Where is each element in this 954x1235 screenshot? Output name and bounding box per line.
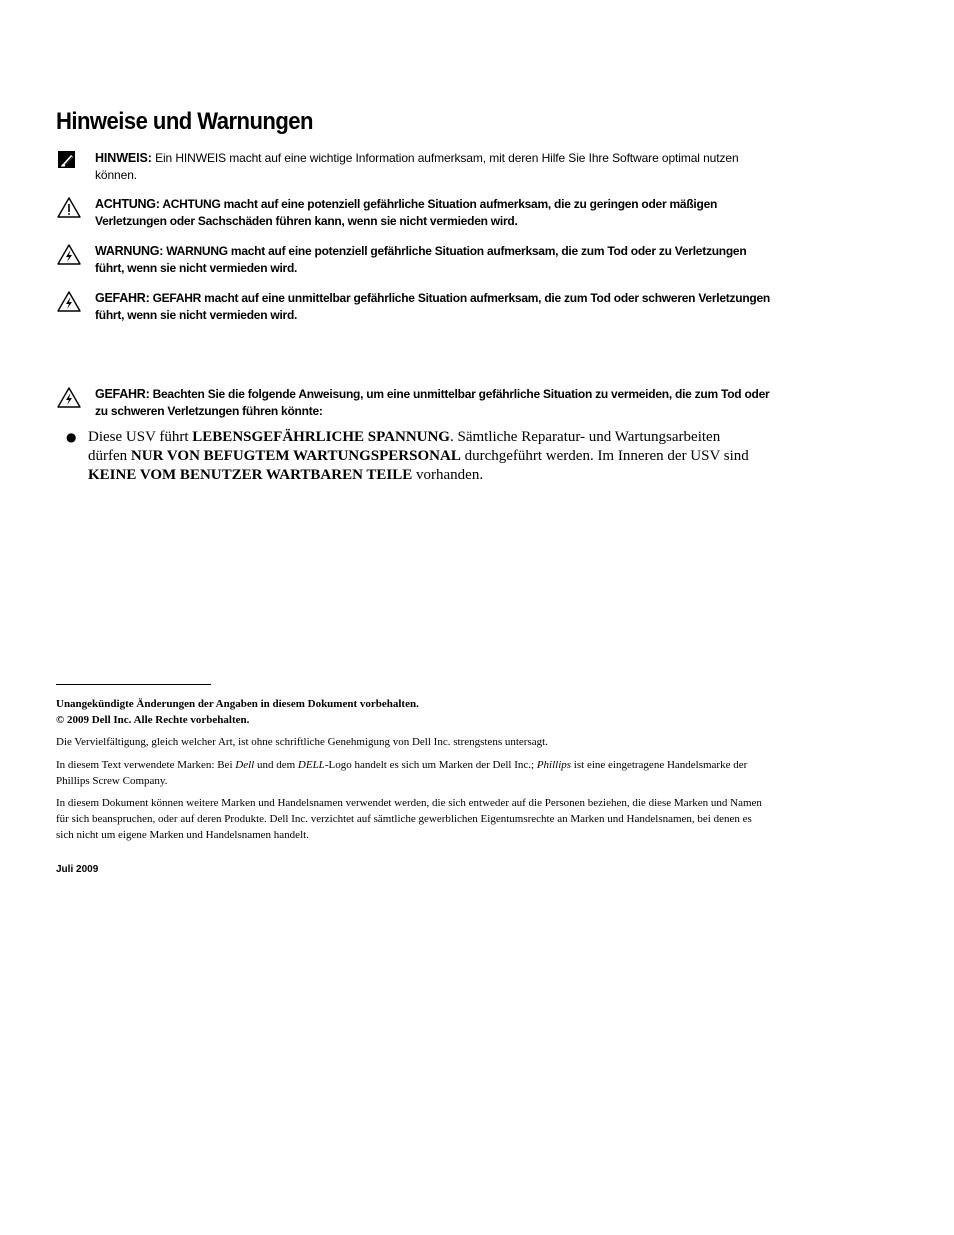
notice-label: GEFAHR: — [95, 387, 150, 401]
legal-changes: Unangekündigte Änderungen der Angaben in diesem Dokument vorbehalten. — [56, 698, 419, 710]
bullet-emphasis: LEBENSGEFÄHRLICHE SPANNUNG — [192, 429, 450, 445]
footnote-divider — [56, 684, 211, 685]
bullet-text-part: durchgeführt werden. Im Inneren der USV sind — [460, 448, 749, 464]
electrical-danger-icon — [56, 290, 82, 314]
legal-trademark: Phillips — [536, 759, 572, 771]
legal-text-part: -Logo handelt es sich um Marken der Dell Inc.; — [324, 759, 537, 771]
publication-date: Juli 2009 — [56, 864, 99, 875]
legal-trademarks — [56, 757, 766, 789]
legal-trademark: Dell — [235, 759, 255, 771]
bullet-dot-icon: ● — [66, 430, 77, 444]
notice-gefahr-instruction-text — [95, 386, 775, 420]
notice-body: ACHTUNG macht auf eine potenziell gefährliche Situation aufmerksam, die zu geringen oder mäßigen Verletzungen oder Sachschäden führen kann, wenn sie nicht vermieden wird. — [95, 197, 718, 228]
notice-hinweis-text — [95, 150, 775, 184]
bullet-text-part: Diese USV führt — [88, 429, 193, 445]
notice-gefahr-text — [95, 290, 775, 324]
legal-text-part: ist eine eingetragene Handelsmarke der Phillips Screw Company. — [56, 759, 748, 787]
bullet-emphasis: KEINE VOM BENUTZER WARTBAREN TEILE — [88, 467, 413, 483]
notice-body: GEFAHR macht auf eine unmittelbar gefährliche Situation aufmerksam, die zum Tod oder schweren Verletzungen führt, wenn sie nicht vermieden wird. — [95, 291, 771, 322]
legal-text-part: In diesem Text verwendete Marken: Bei — [56, 759, 236, 771]
legal-trademark: DELL — [297, 759, 325, 771]
notice-label: WARNUNG: — [95, 244, 164, 258]
notice-body: WARNUNG macht auf eine potenziell gefährliche Situation aufmerksam, die zum Tod oder zu Verletzungen führt, wenn sie nicht vermieden wird. — [95, 244, 747, 275]
legal-copyright: © 2009 Dell Inc. Alle Rechte vorbehalten. — [56, 714, 250, 726]
electrical-danger-icon — [56, 386, 82, 410]
legal-other-trademarks: In diesem Dokument können weitere Marken und Handelsnamen verwendet werden, die sich entweder auf die Personen beziehen, die diese Marken und Namen für sich beanspruchen, oder auf deren Produkte. Dell Inc. verzichtet auf sämtliche gewerblichen Eigentumsrechte an Marken und Handelsnamen, bei denen es sich nicht um eigene Marken und Handelsnamen handelt. — [56, 797, 762, 841]
notice-body: Beachten Sie die folgende Anweisung, um eine unmittelbar gefährliche Situation zu vermeiden, die zum Tod oder zu schweren Verletzungen führen könnte: — [95, 387, 770, 418]
notice-body: Ein HINWEIS macht auf eine wichtige Information aufmerksam, mit deren Hilfe Sie Ihre Software optimal nutzen können. — [95, 151, 739, 182]
notice-warnung-text — [95, 243, 775, 277]
bullet-emphasis: NUR VON BEFUGTEM WARTUNGSPERSONAL — [130, 448, 461, 464]
legal-text-part: und dem — [254, 759, 298, 771]
notice-label: ACHTUNG: — [95, 197, 160, 211]
notice-achtung-text — [95, 196, 775, 230]
legal-changes-copyright — [56, 696, 766, 728]
notice-label: GEFAHR: — [95, 291, 150, 305]
bullet-text-part: . Sämtliche Reparatur- und Wartungsarbeiten dürfen — [88, 429, 721, 464]
page-title: Hinweise und Warnungen — [56, 108, 313, 135]
legal-reproduction: Die Vervielfältigung, gleich welcher Art, ist ohne schriftliche Genehmigung von Dell Inc. strengstens untersagt. — [56, 736, 548, 748]
caution-triangle-icon — [56, 196, 82, 220]
note-pencil-icon — [56, 150, 82, 174]
bullet-text-part: vorhanden. — [412, 467, 484, 483]
bullet-text — [88, 428, 758, 485]
notice-label: HINWEIS: — [95, 151, 152, 165]
electrical-warning-icon — [56, 243, 82, 267]
